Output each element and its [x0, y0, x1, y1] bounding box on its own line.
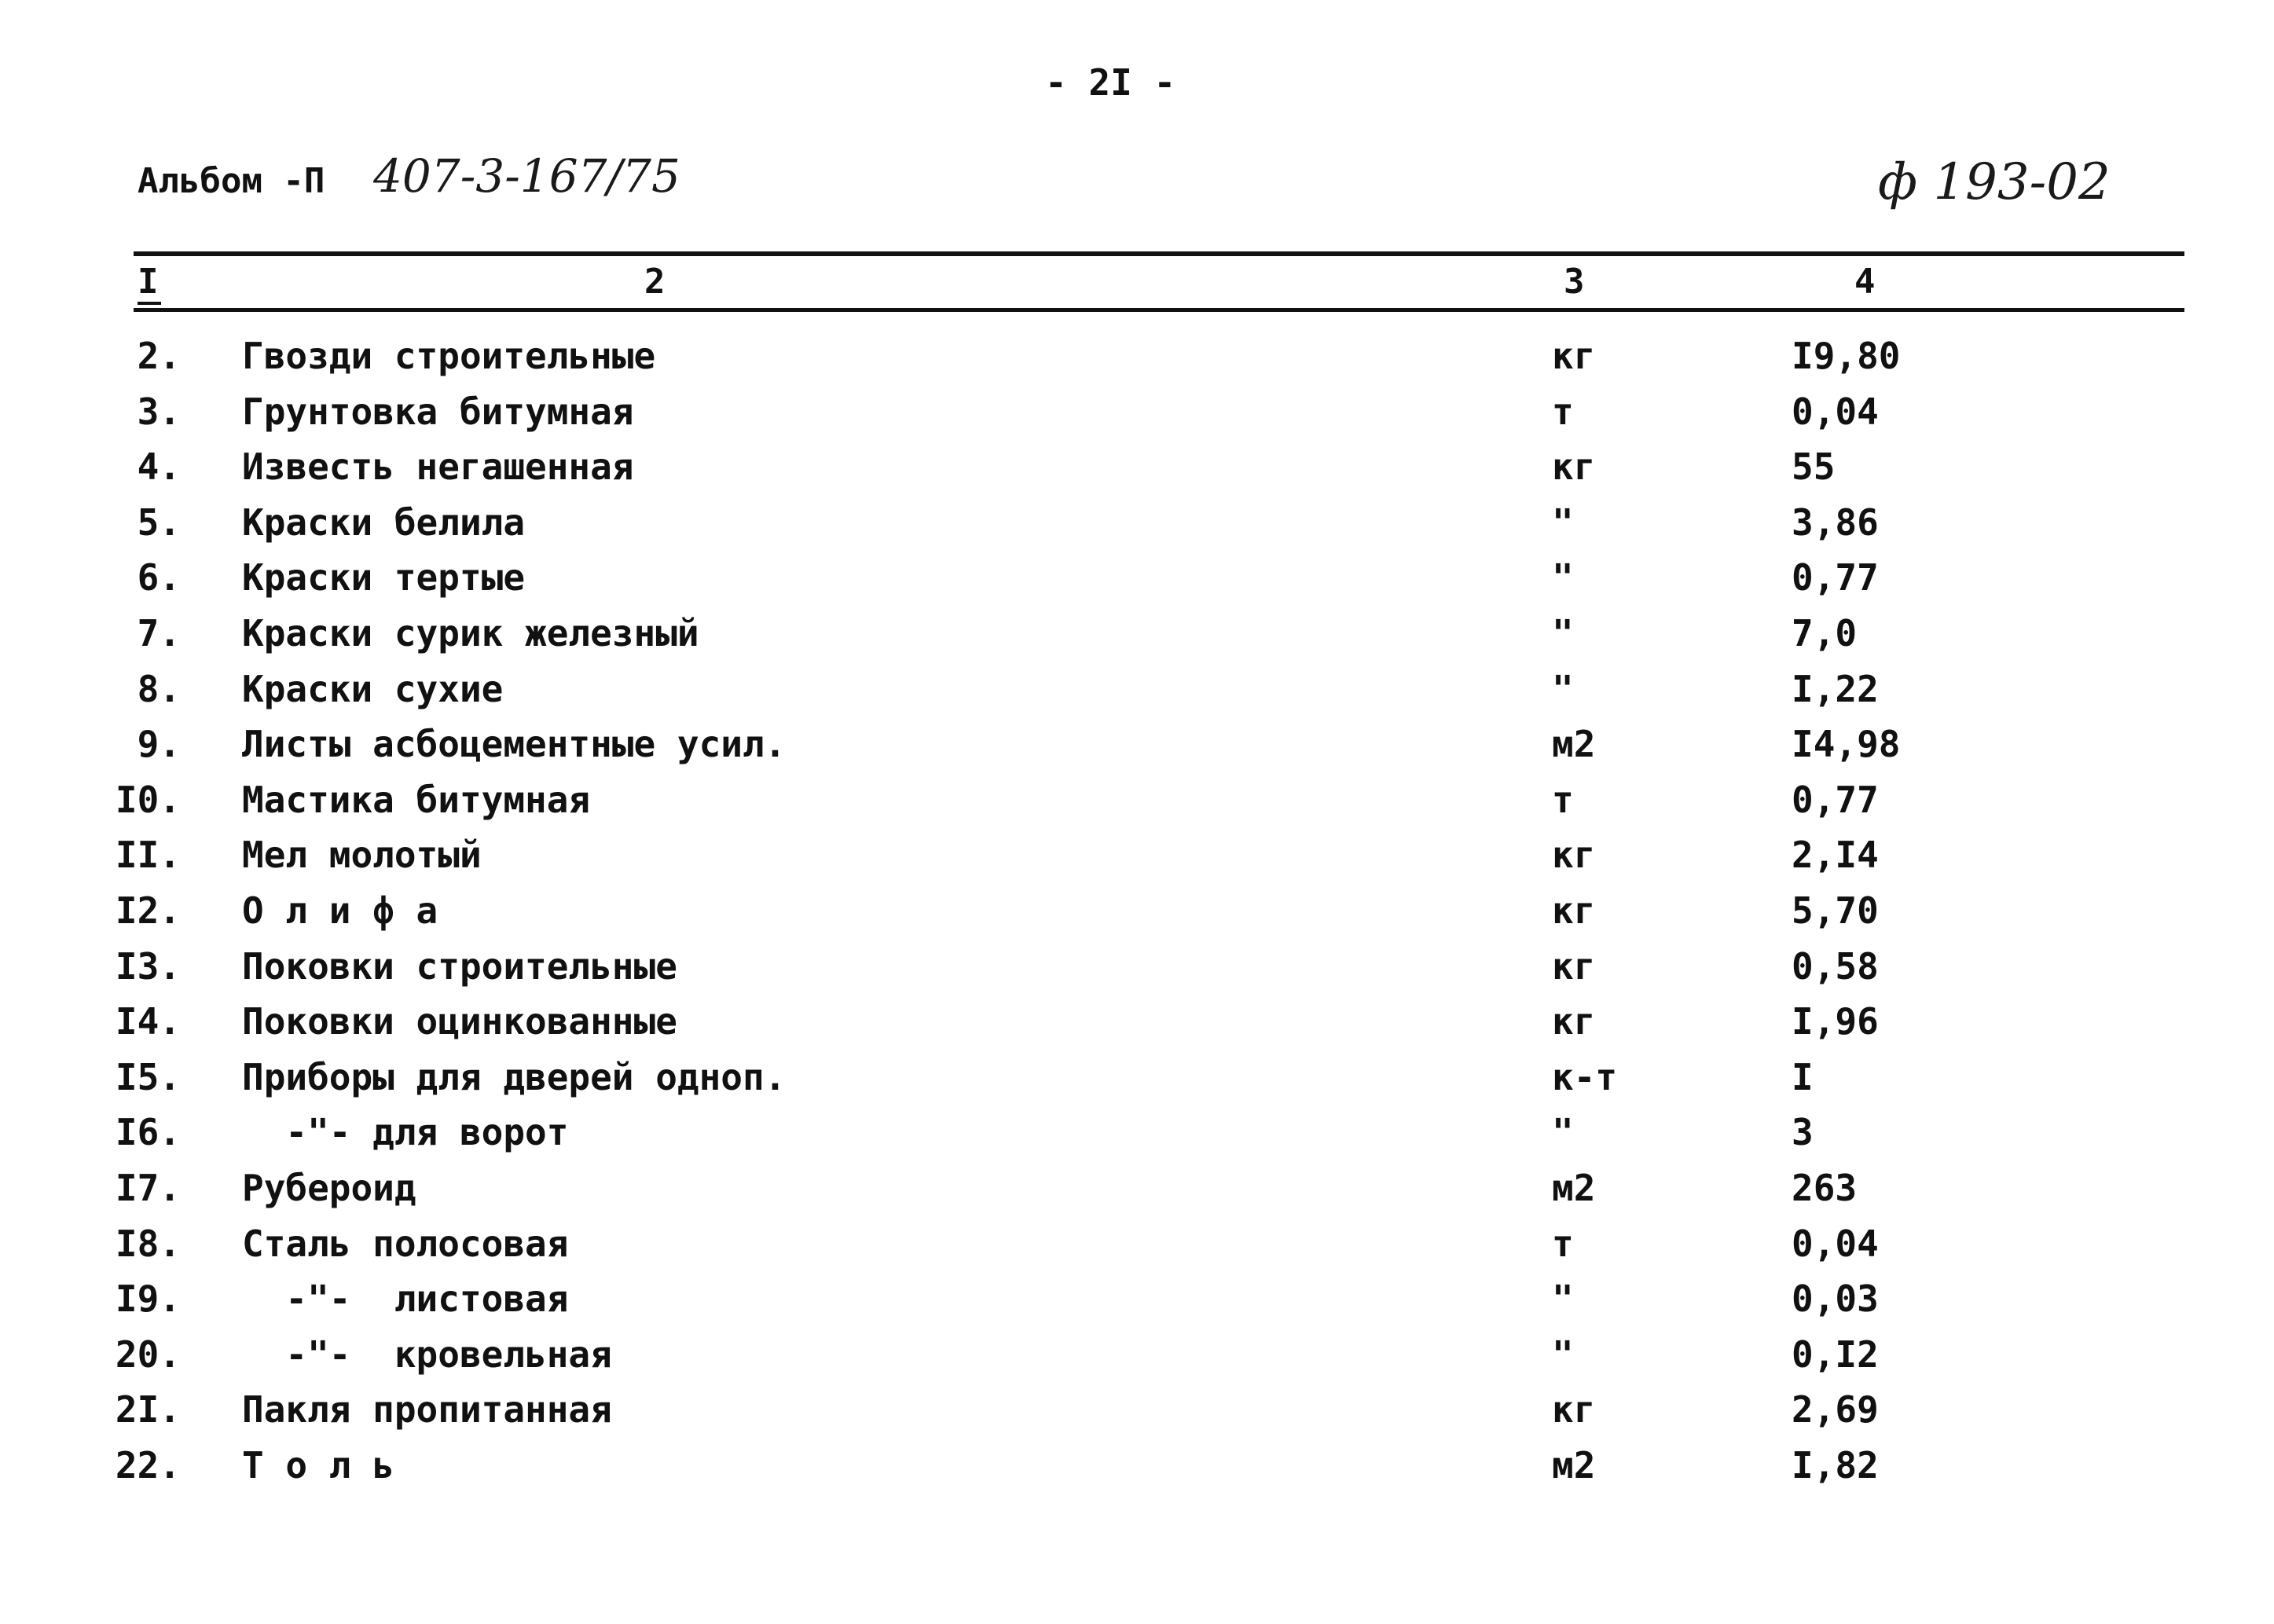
material-name: Поковки оцинкованные: [242, 1000, 677, 1043]
table-row: [0, 1168, 2274, 1224]
material-name: Мастика битумная: [242, 778, 591, 821]
row-number: I6.: [115, 1111, 181, 1154]
quantity: 0,77: [1792, 556, 1879, 599]
material-name: Грунтовка битумная: [242, 390, 634, 433]
unit: кг: [1552, 445, 1596, 489]
quantity: 0,04: [1792, 1222, 1879, 1265]
table-row: [0, 558, 2274, 614]
unit: т: [1552, 778, 1574, 821]
table-row: [0, 835, 2274, 891]
material-name: Гвозди строительные: [242, 335, 656, 377]
quantity: 0,03: [1792, 1278, 1879, 1321]
unit: кг: [1552, 1000, 1596, 1043]
quantity: 3: [1792, 1111, 1814, 1154]
album-code-handwritten: 407-3-167/75: [373, 149, 680, 203]
table-row: [0, 780, 2274, 836]
unit: кг: [1552, 944, 1596, 988]
unit: ": [1552, 667, 1574, 710]
material-name: О л и ф а: [242, 889, 438, 932]
material-name: Листы асбоцементные усил.: [242, 723, 787, 766]
row-number: I4.: [115, 1000, 181, 1043]
unit: ": [1552, 611, 1574, 654]
quantity: 0,04: [1792, 390, 1879, 433]
material-name: -"- для ворот: [242, 1111, 569, 1154]
row-number: II.: [115, 834, 181, 877]
table-row: [0, 669, 2274, 725]
row-number: I5.: [115, 1055, 181, 1098]
table-row: [0, 1055, 2274, 1113]
material-name: Известь негашенная: [242, 445, 634, 489]
table-top-rule: [134, 251, 2184, 256]
material-name: Краски тертые: [242, 556, 526, 599]
table-row: [0, 392, 2274, 448]
quantity: 0,I2: [1792, 1333, 1879, 1376]
album-label: Альбом -П: [138, 161, 325, 201]
unit: кг: [1552, 834, 1596, 877]
row-number: 8.: [137, 667, 181, 710]
row-number: I2.: [115, 889, 181, 932]
materials-table-body: [0, 336, 2274, 1501]
table-row: [0, 611, 2274, 669]
unit: ": [1552, 1111, 1574, 1154]
material-name: Сталь полосовая: [242, 1222, 569, 1265]
column-header-3: 3: [1564, 262, 1585, 302]
table-row: [0, 1390, 2274, 1446]
unit: ": [1552, 1333, 1574, 1376]
table-row: [0, 1443, 2274, 1501]
material-name: Краски сухие: [242, 667, 504, 710]
table-row: [0, 891, 2274, 947]
quantity: 2,I4: [1792, 834, 1879, 877]
material-name: Мел молотый: [242, 834, 482, 877]
table-row: [0, 944, 2274, 1003]
material-name: Приборы для дверей однoп.: [242, 1055, 787, 1098]
material-name: Рубероид: [242, 1166, 416, 1209]
table-row: [0, 447, 2274, 503]
row-number: 5.: [137, 500, 181, 544]
quantity: 3,86: [1792, 500, 1879, 544]
column-header-4: 4: [1854, 262, 1876, 302]
row-number: I7.: [115, 1166, 181, 1209]
quantity: I,22: [1792, 667, 1879, 710]
unit: м2: [1552, 1166, 1596, 1209]
unit: т: [1552, 390, 1574, 433]
unit: кг: [1552, 1388, 1596, 1432]
material-name: Краски белила: [242, 500, 526, 544]
quantity: 0,77: [1792, 778, 1879, 821]
row-number: I3.: [115, 944, 181, 988]
row-number: 9.: [137, 723, 181, 766]
quantity: I,96: [1792, 1000, 1879, 1043]
material-name: Поковки строительные: [242, 944, 677, 988]
unit: ": [1552, 500, 1574, 544]
quantity: I: [1792, 1055, 1814, 1098]
quantity: 2,69: [1792, 1388, 1879, 1432]
table-row: [0, 500, 2274, 559]
row-number: 2.: [137, 335, 181, 377]
quantity: I4,98: [1792, 723, 1901, 766]
unit: ": [1552, 1278, 1574, 1321]
column-header-1: I: [138, 262, 161, 305]
column-header-2: 2: [644, 262, 666, 302]
material-name: Т о л ь: [242, 1443, 394, 1487]
unit: к-т: [1552, 1055, 1618, 1098]
row-number: 2I.: [115, 1388, 181, 1432]
page-number: - 2I -: [1045, 61, 1176, 104]
table-row: [0, 1335, 2274, 1391]
quantity: 5,70: [1792, 889, 1879, 932]
table-row: [0, 336, 2274, 392]
unit: кг: [1552, 889, 1596, 932]
table-row: [0, 724, 2274, 780]
row-number: 20.: [115, 1333, 181, 1376]
row-number: I8.: [115, 1222, 181, 1265]
row-number: I0.: [115, 778, 181, 821]
quantity: I,82: [1792, 1443, 1879, 1487]
row-number: 6.: [137, 556, 181, 599]
unit: м2: [1552, 1443, 1596, 1487]
row-number: 3.: [137, 390, 181, 433]
material-name: Краски сурик железный: [242, 611, 699, 654]
table-header-rule: [134, 308, 2184, 312]
unit: ": [1552, 556, 1574, 599]
quantity: I9,80: [1792, 335, 1901, 377]
table-row: [0, 1224, 2274, 1280]
material-name: -"- листовая: [242, 1278, 569, 1321]
row-number: I9.: [115, 1278, 181, 1321]
table-row: [0, 1113, 2274, 1168]
table-row: [0, 1279, 2274, 1335]
quantity: 263: [1792, 1166, 1858, 1209]
row-number: 7.: [137, 611, 181, 654]
quantity: 55: [1792, 445, 1836, 489]
material-name: -"- кровельная: [242, 1333, 612, 1376]
row-number: 22.: [115, 1443, 181, 1487]
unit: м2: [1552, 723, 1596, 766]
document-code-handwritten: ф 193-02: [1878, 153, 2111, 211]
unit: кг: [1552, 335, 1596, 377]
material-name: Пакля пропитанная: [242, 1388, 612, 1432]
quantity: 7,0: [1792, 611, 1858, 654]
row-number: 4.: [137, 445, 181, 489]
table-row: [0, 1002, 2274, 1058]
quantity: 0,58: [1792, 944, 1879, 988]
unit: т: [1552, 1222, 1574, 1265]
